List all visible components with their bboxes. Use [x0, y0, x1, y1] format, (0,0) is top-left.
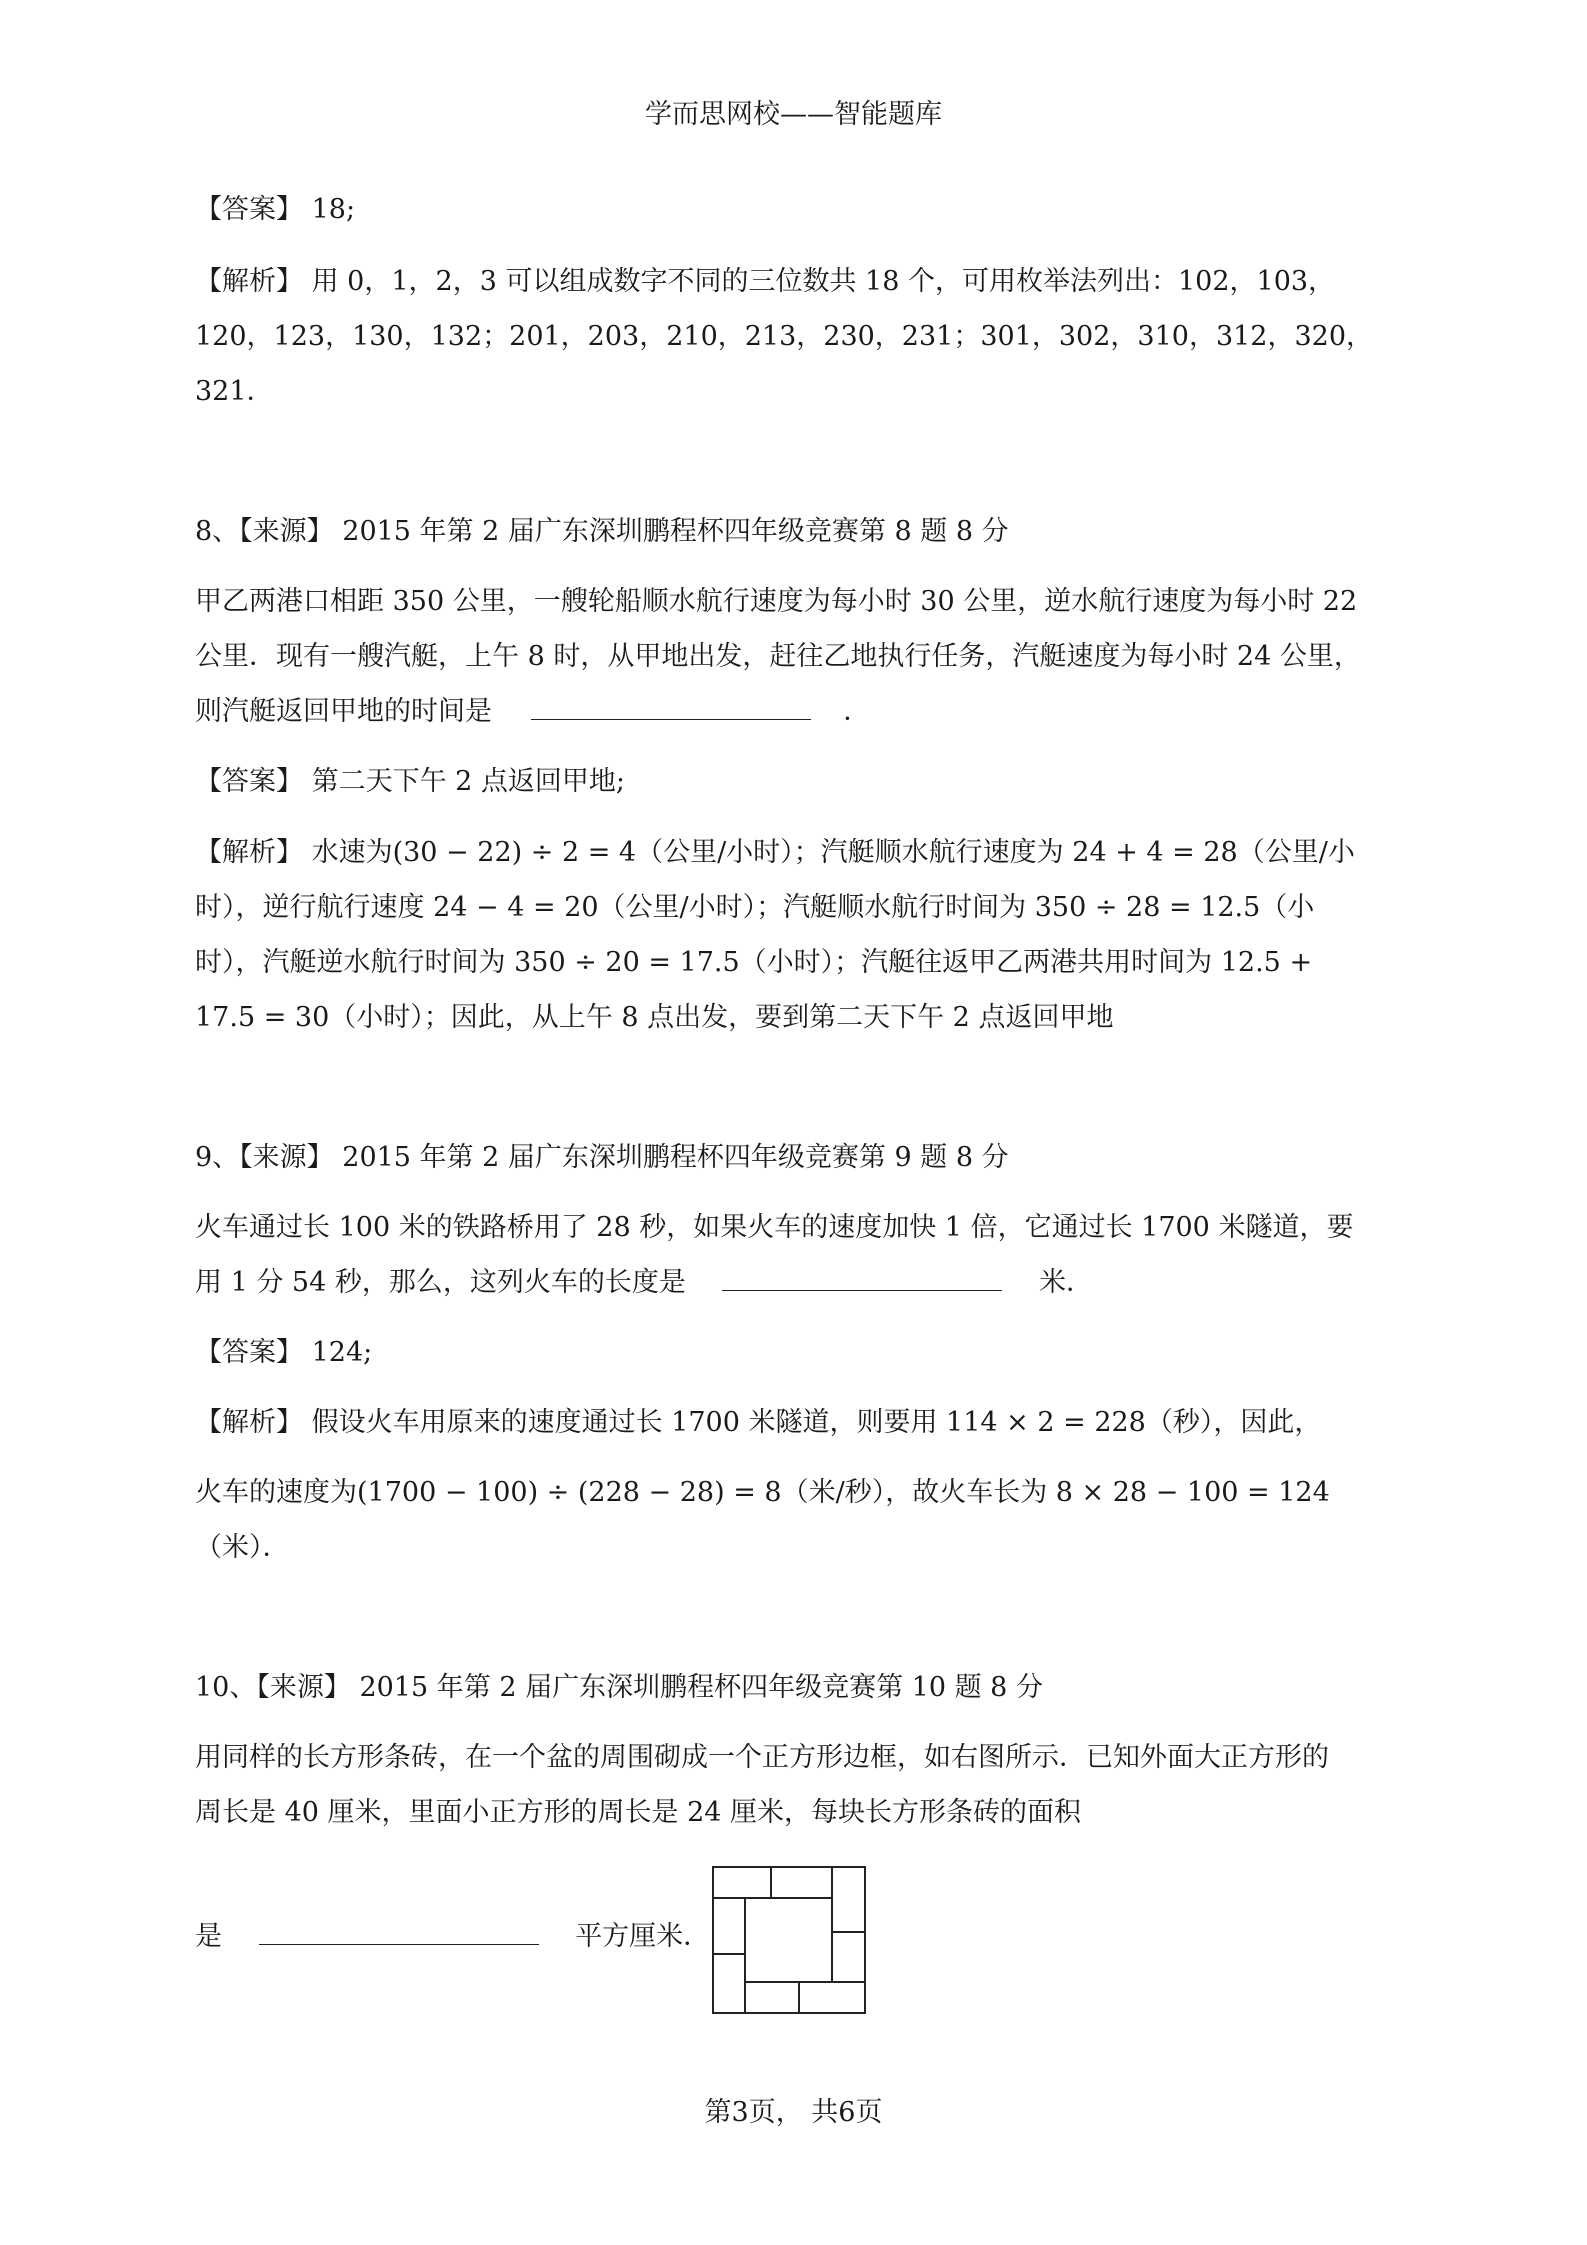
q8-question-line-1: 甲乙两港口相距 350 公里，一艘轮船顺水航行速度为每小时 30 公里，逆水航行速度为每小时 22	[195, 586, 1358, 617]
q8-question-line-3	[195, 695, 870, 729]
q8-question-suffix: ．	[843, 696, 871, 727]
q8-analysis-line-3: 时），汽艇逆水航行时间为 350 ÷ 20 = 17.5（小时）；汽艇往返甲乙两港共用时间为 12.5 +	[195, 947, 1313, 978]
q9-answer: 【答案】 124;	[195, 1337, 373, 1368]
q7-answer: 【答案】 18;	[195, 194, 356, 225]
outer-square	[713, 1867, 865, 2013]
q8-question-line-2: 公里．现有一艘汽艇，上午 8 时，从甲地出发，赶往乙地执行任务，汽艇速度为每小时 24 公里，	[195, 641, 1361, 672]
q10-question-suffix: 平方厘米．	[575, 1921, 711, 1952]
q9-question-suffix: 米．	[1039, 1267, 1094, 1298]
brick-frame-figure	[712, 1866, 866, 2014]
q9-analysis-line-1: 【解析】 假设火车用原来的速度通过长 1700 米隧道，则要用 114 × 2 = 228（秒），因此，	[195, 1407, 1322, 1438]
q8-source: 8、【来源】 2015 年第 2 届广东深圳鹏程杯四年级竞赛第 8 题 8 分	[195, 516, 1009, 547]
q8-analysis-line-2: 时），逆行航行速度 24 − 4 = 20（公里/小时）；汽艇顺水航行时间为 350 ÷ 28 = 12.5（小	[195, 892, 1315, 923]
q10-question-prefix: 是	[195, 1921, 222, 1952]
inner-square	[745, 1898, 832, 1982]
q8-analysis-line-4: 17.5 = 30（小时）；因此，从上午 8 点出发，要到第二天下午 2 点返回甲地	[195, 1002, 1114, 1033]
q9-question-prefix: 用 1 分 54 秒，那么，这列火车的长度是	[195, 1267, 686, 1298]
q9-question-line-1: 火车通过长 100 米的铁路桥用了 28 秒，如果火车的速度加快 1 倍，它通过长 1700 米隧道，要	[195, 1212, 1354, 1243]
q7-analysis-line-1: 【解析】 用 0，1，2，3 可以组成数字不同的三位数共 18 个，可用枚举法列出：102，103，	[195, 266, 1336, 297]
q7-analysis-line-2: 120，123，130，132；201，203，210，213，230，231；301，302，310，312，320，	[195, 321, 1374, 352]
q10-question-line-3	[195, 1920, 710, 1954]
page-footer: 第3页， 共6页	[704, 2097, 883, 2128]
q8-question-prefix: 则汽艇返回甲地的时间是	[195, 696, 492, 727]
q8-answer: 【答案】 第二天下午 2 点返回甲地;	[195, 766, 626, 797]
q10-question-line-1: 用同样的长方形条砖，在一个盆的周围砌成一个正方形边框，如右图所示．已知外面大正方形的	[195, 1742, 1329, 1773]
q9-analysis-line-3: （米）．	[195, 1532, 290, 1563]
q9-answer-blank	[722, 1289, 1002, 1291]
q8-analysis-line-1: 【解析】 水速为(30 − 22) ÷ 2 = 4（公里/小时）；汽艇顺水航行速度为 24 + 4 = 28（公里/小	[195, 837, 1355, 868]
q9-analysis-line-2: 火车的速度为(1700 − 100) ÷ (228 − 28) = 8（米/秒），故火车长为 8 × 28 − 100 = 124	[195, 1477, 1330, 1508]
q9-question-line-2	[195, 1266, 1093, 1300]
q10-question-line-2: 周长是 40 厘米，里面小正方形的周长是 24 厘米，每块长方形条砖的面积	[195, 1797, 1082, 1828]
q10-source: 10、【来源】 2015 年第 2 届广东深圳鹏程杯四年级竞赛第 10 题 8 分	[195, 1672, 1043, 1703]
q9-source: 9、【来源】 2015 年第 2 届广东深圳鹏程杯四年级竞赛第 9 题 8 分	[195, 1142, 1009, 1173]
q8-answer-blank	[531, 718, 811, 720]
q10-answer-blank	[259, 1943, 539, 1945]
page-header: 学而思网校——智能题库	[645, 99, 942, 130]
q7-analysis-line-3: 321．	[195, 376, 274, 407]
